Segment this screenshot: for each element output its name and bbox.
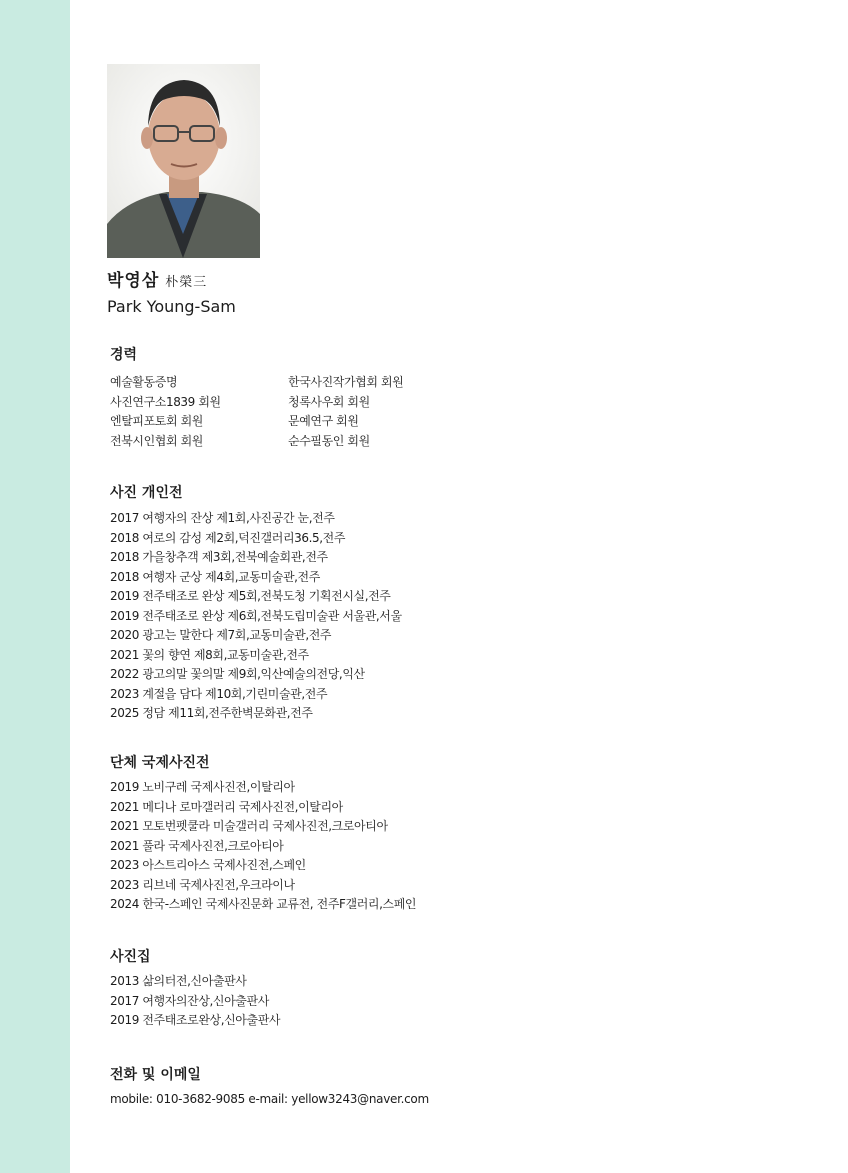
list-item: 2020 광고는 말한다 제7회,교동미술관,전주	[110, 628, 332, 642]
list-item: 2019 전주태조로완상,신아출판사	[110, 1013, 281, 1027]
list-item: 2018 가을창추객 제3회,전북예술회관,전주	[110, 550, 328, 564]
name-hanja: 朴榮三	[165, 275, 208, 290]
list-item: 2018 여행자 군상 제4회,교동미술관,전주	[110, 569, 320, 584]
career-item: 문예연구 회원	[288, 414, 359, 428]
career-column-right	[288, 373, 403, 451]
photobook-list	[110, 972, 280, 1031]
list-item: 2013 삶의터전,신아출판사	[110, 974, 247, 988]
list-item: 2025 정담 제11회,전주한벽문화관,전주	[110, 706, 313, 720]
list-item: 2019 전주태조로 완상 제6회,전북도립미술관 서울관,서울	[110, 608, 402, 623]
name-english: Park Young-Sam	[107, 297, 236, 316]
photobook-title: 사진집	[110, 949, 151, 965]
list-item: 2023 계절을 담다 제10회,기린미술관,전주	[110, 686, 328, 701]
career-item: 한국사진작가협회 회원	[288, 375, 404, 389]
list-item: 2023 리브네 국제사진전,우크라이나	[110, 877, 295, 892]
career-item: 전북시인협회 회원	[110, 433, 203, 448]
list-item: 2021 메디나 로마갤러리 국제사진전,이탈리아	[110, 799, 343, 814]
group-exhibition-title: 단체 국제사진전	[110, 755, 210, 771]
list-item: 2018 여로의 감성 제2회,덕진갤러리36.5,전주	[110, 530, 346, 545]
career-item: 청록사우회 회원	[288, 394, 370, 409]
career-column-left	[110, 373, 221, 451]
list-item: 2022 광고의말 꽃의말 제9회,익산예술의전당,익산	[110, 667, 365, 681]
name-korean: 박영삼	[107, 271, 160, 291]
side-color-band	[0, 0, 70, 1173]
list-item: 2019 노비구레 국제사진전,이탈리아	[110, 780, 295, 794]
solo-exhibition-list	[110, 509, 402, 724]
list-item: 2021 모토번펫쿨라 미술갤러리 국제사진전,크로아티아	[110, 819, 388, 833]
list-item: 2021 풀라 국제사진전,크로아티아	[110, 838, 284, 853]
career-item: 예술활동증명	[110, 375, 178, 389]
contact-title: 전화 및 이메일	[110, 1067, 201, 1083]
career-item: 사진연구소1839 회원	[110, 394, 221, 409]
list-item: 2023 아스트리아스 국제사진전,스페인	[110, 858, 306, 872]
solo-exhibition-title: 사진 개인전	[110, 485, 183, 501]
name-korean-line	[107, 270, 236, 294]
name-block	[107, 270, 236, 318]
career-item: 순수필동인 회원	[288, 433, 370, 448]
list-item: 2024 한국-스페인 국제사진문화 교류전, 전주F갤러리,스페인	[110, 897, 417, 911]
contact-line: mobile: 010-3682-9085 e-mail: yellow3243@naver.com	[110, 1092, 429, 1106]
list-item: 2017 여행자의 잔상 제1회,사진공간 눈,전주	[110, 511, 335, 525]
list-item: 2017 여행자의잔상,신아출판사	[110, 993, 269, 1008]
group-exhibition-list	[110, 778, 416, 915]
list-item: 2019 전주태조로 완상 제5회,전북도청 기획전시실,전주	[110, 589, 391, 603]
portrait-photo	[107, 64, 260, 258]
list-item: 2021 꽃의 향연 제8회,교동미술관,전주	[110, 647, 309, 662]
career-item: 엔탈피포토회 회원	[110, 414, 203, 428]
career-title: 경력	[110, 347, 138, 363]
